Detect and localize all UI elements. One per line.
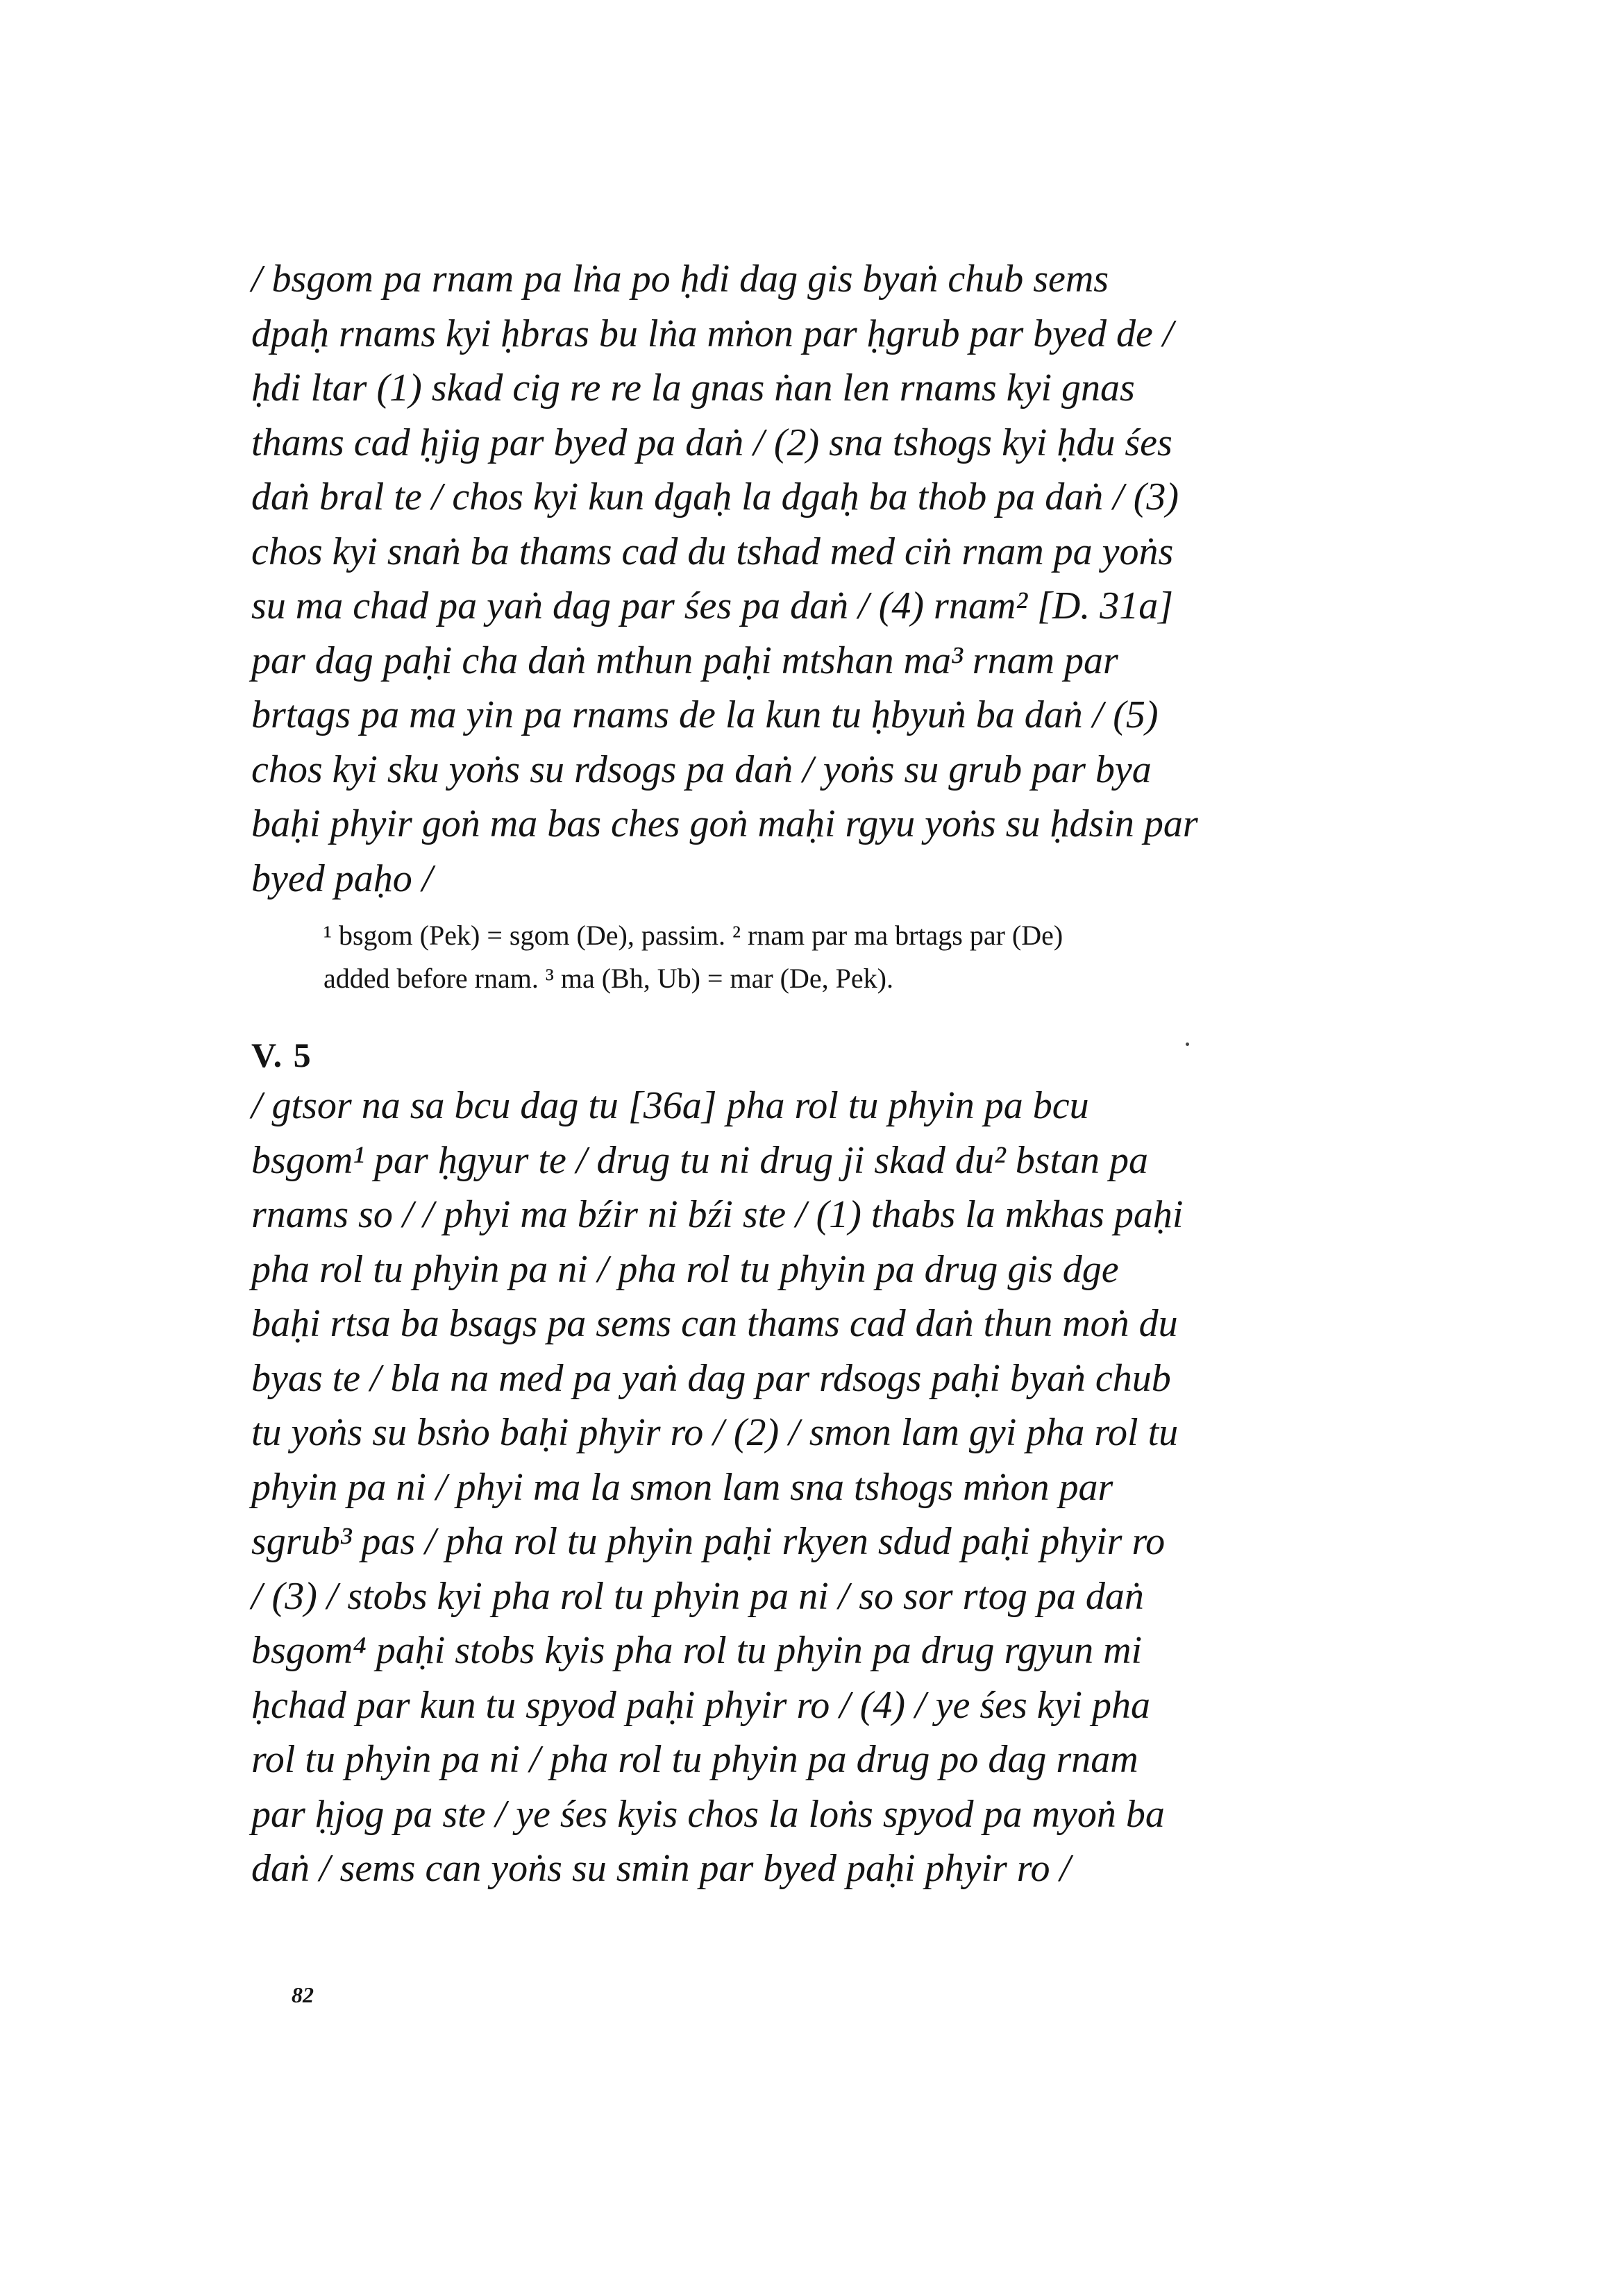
paragraph-2-line: pha rol tu phyin pa ni / pha rol tu phyin pa drug gis dge (251, 1247, 1119, 1291)
paragraph-1 (251, 252, 1359, 906)
paragraph-2-line: byas te / bla na med pa yaṅ dag par rdsogs paḥi byaṅ chub (251, 1356, 1171, 1400)
paragraph-2-line: daṅ / sems can yoṅs su smin par byed paḥi phyir ro / (251, 1847, 1071, 1890)
paragraph-1-line: par dag paḥi cha daṅ mthun paḥi mtshan ma³ rnam par (251, 639, 1118, 682)
paragraph-1-line: chos kyi snaṅ ba thams cad du tshad med ciṅ rnam pa yoṅs (251, 530, 1174, 573)
paragraph-2-line: par ḥjog pa ste / ye śes kyis chos la loṅs spyod pa myoṅ ba (251, 1792, 1165, 1836)
paragraph-2-line: sgrub³ pas / pha rol tu phyin paḥi rkyen sdud paḥi phyir ro (251, 1520, 1166, 1563)
paragraph-1-line: byed paḥo / (251, 856, 433, 900)
paragraph-1-line: / bsgom pa rnam pa lṅa po ḥdi dag gis byaṅ chub sems (251, 258, 1109, 301)
footnote-line: ¹ bsgom (Pek) = sgom (De), passim. ² rnam par ma brtags par (De) (323, 920, 1063, 951)
footnotes (323, 914, 1362, 1000)
page-number: 82 (292, 1982, 314, 2007)
paragraph-1-line: brtags pa ma yin pa rnams de la kun tu ḥbyuṅ ba daṅ / (5) (251, 693, 1159, 736)
scan-speck (1186, 1043, 1189, 1046)
section-heading: V. 5 (251, 1036, 312, 1074)
paragraph-1-line: baḥi phyir goṅ ma bas ches goṅ maḥi rgyu yoṅs su ḥdsin par (251, 802, 1198, 845)
paragraph-2-line: bsgom⁴ paḥi stobs kyis pha rol tu phyin pa drug rgyun mi (251, 1629, 1143, 1672)
paragraph-1-line: daṅ bral te / chos kyi kun dgaḥ la dgaḥ ba thob pa daṅ / (3) (251, 475, 1179, 518)
paragraph-2-line: rol tu phyin pa ni / pha rol tu phyin pa drug po dag rnam (251, 1738, 1138, 1781)
paragraph-1-line: dpaḥ rnams kyi ḥbras bu lṅa mṅon par ḥgrub par byed de / (251, 312, 1174, 355)
paragraph-1-line: thams cad ḥjig par byed pa daṅ / (2) sna tshogs kyi ḥdu śes (251, 421, 1172, 464)
paragraph-2-line: ḥchad par kun tu spyod paḥi phyir ro / (4) / ye śes kyi pha (251, 1683, 1151, 1727)
paragraph-1-line: su ma chad pa yaṅ dag par śes pa daṅ / (4) rnam² [D. 31a] (251, 584, 1174, 627)
paragraph-1-line: ḥdi ltar (1) skad cig re re la gnas ṅan len rnams kyi gnas (251, 366, 1135, 410)
paragraph-2-line: rnams so / / phyi ma bźir ni bźi ste / (1) thabs la mkhas paḥi (251, 1193, 1184, 1236)
paragraph-2-line: / gtsor na sa bcu dag tu [36a] pha rol tu phyin pa bcu (251, 1084, 1089, 1127)
paragraph-1-line: chos kyi sku yoṅs su rdsogs pa daṅ / yoṅs su grub par bya (251, 748, 1152, 791)
paragraph-2-line: phyin pa ni / phyi ma la smon lam sna tshogs mṅon par (251, 1465, 1113, 1509)
paragraph-2-line: baḥi rtsa ba bsags pa sems can thams cad daṅ thun moṅ du (251, 1302, 1178, 1345)
paragraph-2-line: / (3) / stobs kyi pha rol tu phyin pa ni / so sor rtog pa daṅ (251, 1574, 1144, 1618)
footnote-line: added before rnam. ³ ma (Bh, Ub) = mar (De, Pek). (323, 963, 893, 994)
paragraph-2-line: bsgom¹ par ḥgyur te / drug tu ni drug ji skad du² bstan pa (251, 1138, 1149, 1182)
paragraph-2-line: tu yoṅs su bsṅo baḥi phyir ro / (2) / smon lam gyi pha rol tu (251, 1411, 1179, 1454)
paragraph-2 (251, 1079, 1359, 1896)
